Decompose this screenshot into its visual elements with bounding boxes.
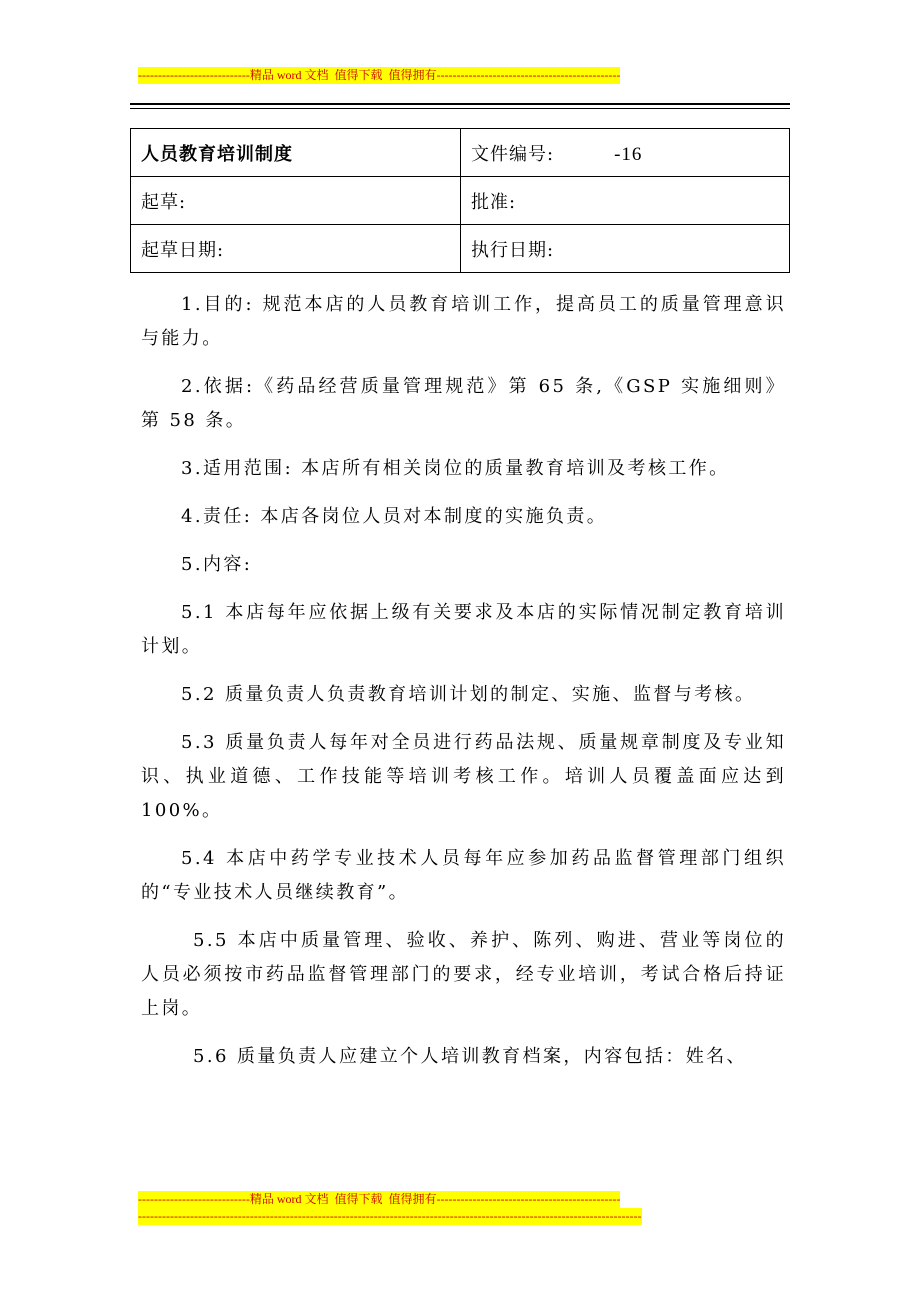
paragraph-basis: 2.依据:《药品经营质量管理规范》第 65 条,《GSP 实施细则》第 58 条。 (141, 376, 786, 431)
paragraph-5-2: 5.2 质量负责人负责教育培训计划的制定、实施、监督与考核。 (181, 684, 756, 705)
document-title: 人员教育培训制度 (131, 129, 461, 177)
file-number-value: -16 (614, 143, 643, 165)
exec-date-label: 执行日期: (461, 225, 790, 273)
paragraph-5-3: 5.3 质量负责人每年对全员进行药品法规、质量规章制度及专业知识、执业道德、工作技能等培训考核工作。培训人员覆盖面应达到 100%。 (141, 732, 786, 821)
document-body (141, 288, 786, 1088)
paragraph-content-heading: 5.内容: (181, 554, 253, 575)
header-rule-thick (130, 103, 790, 105)
paragraph-5-5: 5.5 本店中质量管理、验收、养护、陈列、购进、营业等岗位的人员必须按市药品监督管理部门的要求，经专业培训，考试合格后持证上岗。 (141, 930, 786, 1019)
paragraph-responsibility: 4.责任: 本店各岗位人员对本制度的实施负责。 (181, 506, 608, 527)
file-number-cell (461, 129, 790, 177)
header-banner: ----------------------------精品 word 文档 值得下载 值得拥有---------------------------------------------- (138, 68, 621, 82)
footer-banner: ----------------------------精品 word 文档 值得下载 值得拥有---------------------------------------------- (138, 1192, 621, 1206)
paragraph-5-1: 5.1 本店每年应依据上级有关要求及本店的实际情况制定教育培训计划。 (141, 602, 786, 657)
document-info-table (130, 128, 790, 273)
header-rule-thin (130, 108, 790, 109)
paragraph-5-4: 5.4 本店中药学专业技术人员每年应参加药品监督管理部门组织的“专业技术人员继续教育”。 (141, 848, 786, 903)
paragraph-5-6: 5.6 质量负责人应建立个人培训教育档案，内容包括：姓名、 (193, 1046, 747, 1067)
draft-date-label: 起草日期: (131, 225, 461, 273)
footer-dash-line: ------------------------------------------------------------------------------------------------------------------------------ (138, 1209, 642, 1223)
approve-label: 批准: (461, 177, 790, 225)
draft-label: 起草: (131, 177, 461, 225)
file-number-label: 文件编号: (471, 143, 555, 165)
paragraph-purpose: 1.目的: 规范本店的人员教育培训工作，提高员工的质量管理意识与能力。 (141, 294, 786, 349)
paragraph-scope: 3.适用范围: 本店所有相关岗位的质量教育培训及考核工作。 (181, 458, 730, 479)
